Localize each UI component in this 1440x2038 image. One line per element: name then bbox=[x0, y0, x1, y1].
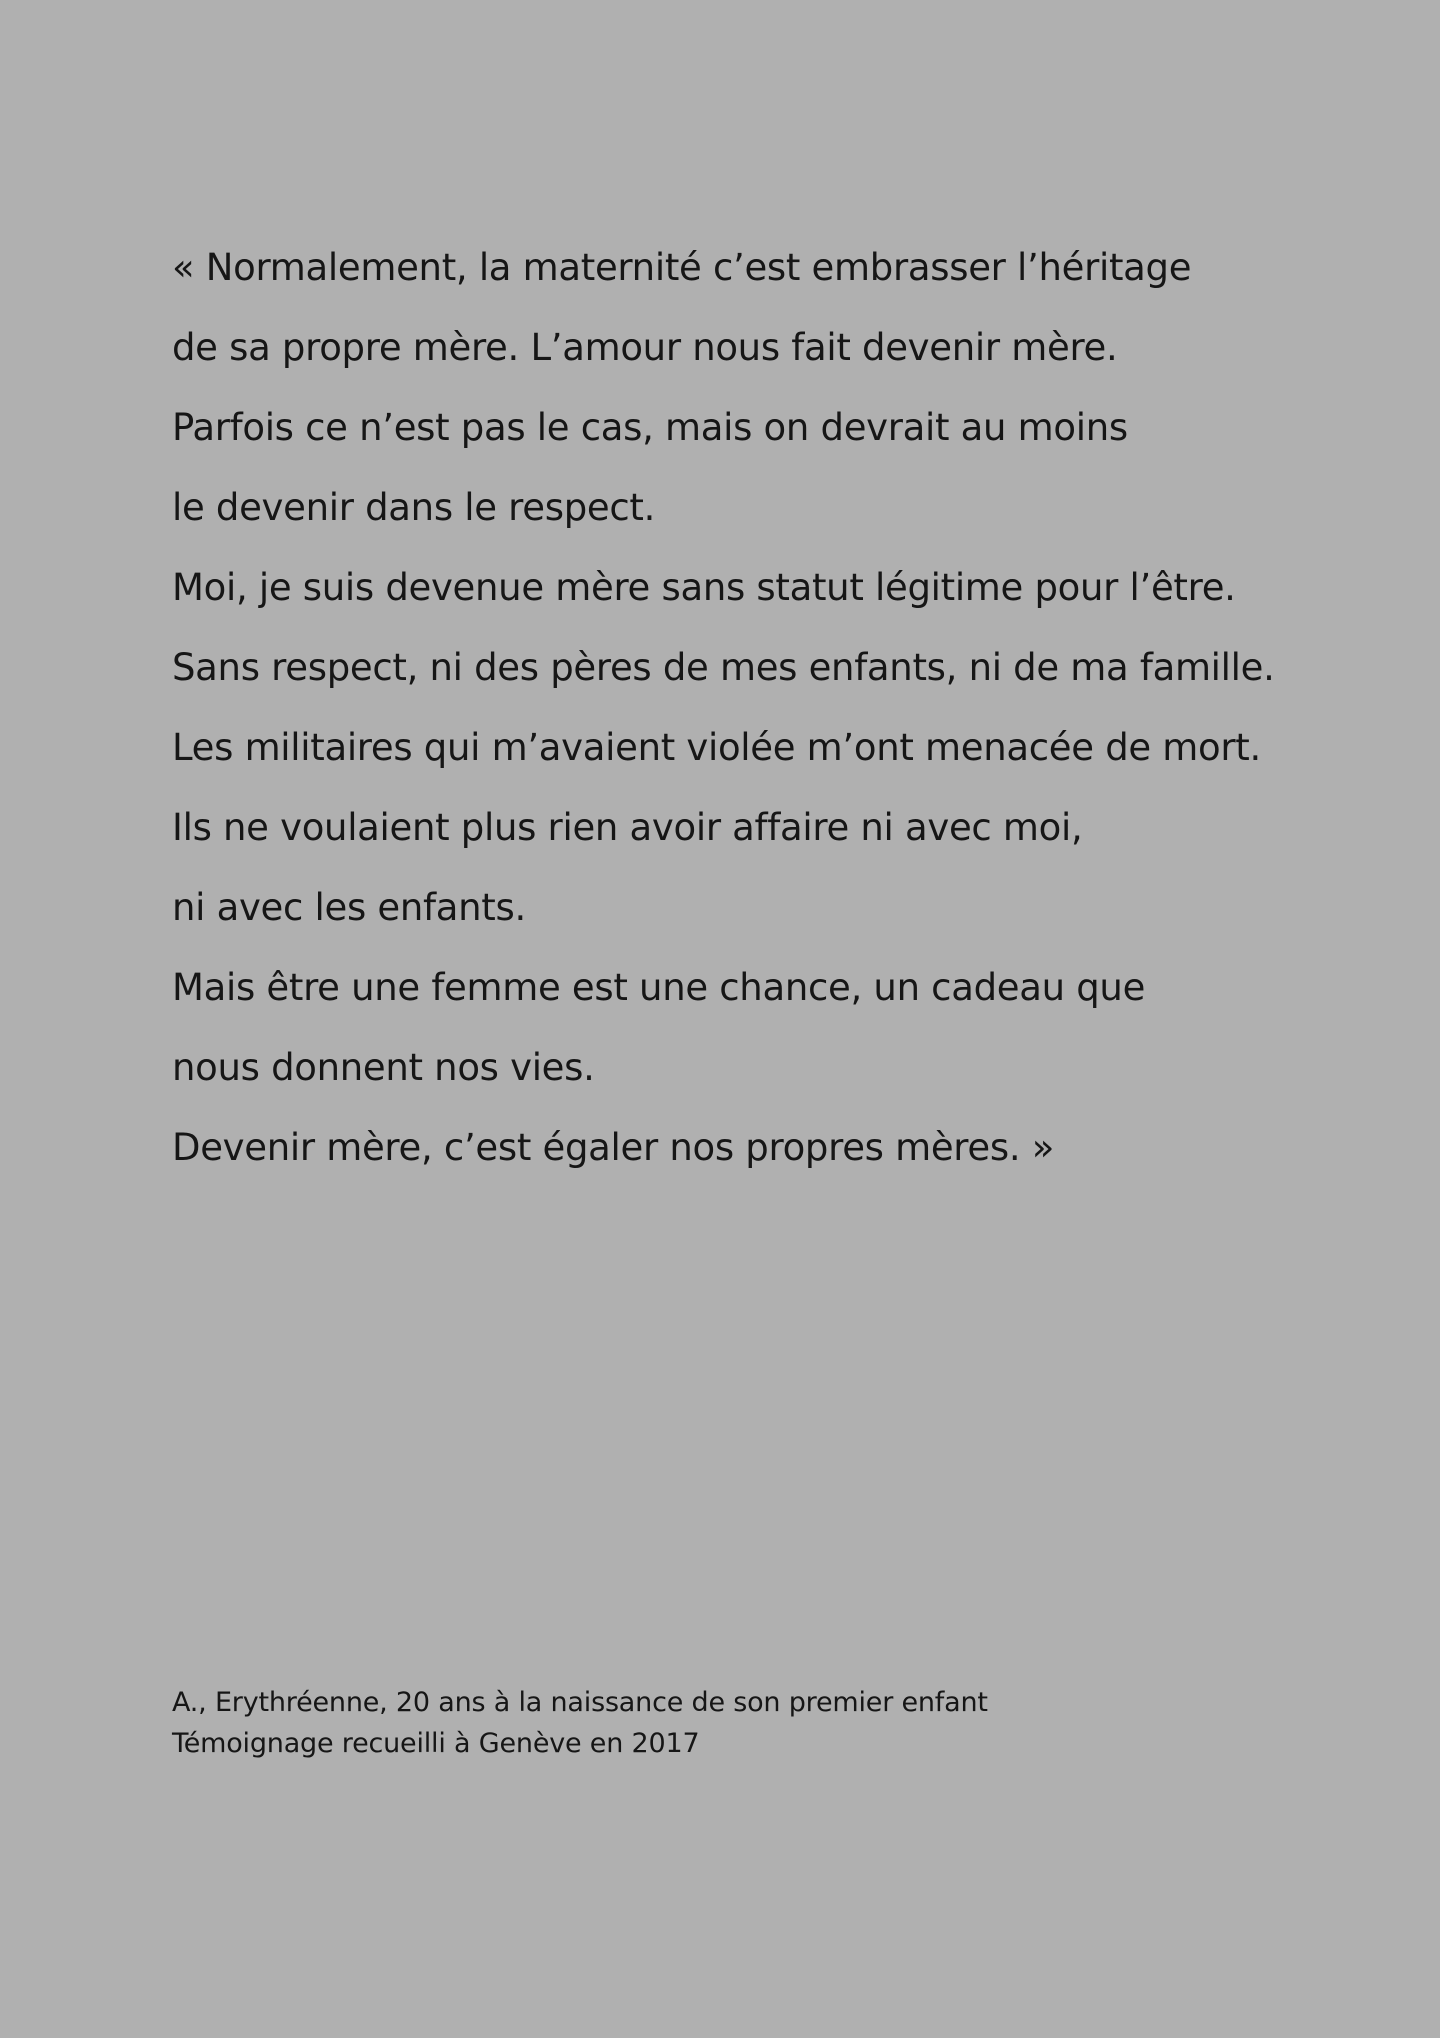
attribution-author: A., Erythréenne, 20 ans à la naissance de son premier enfant bbox=[172, 1687, 988, 1718]
quote-line: Parfois ce n’est pas le cas, mais on devrait au moins bbox=[172, 406, 1128, 449]
attribution-source: Témoignage recueilli à Genève en 2017 bbox=[172, 1728, 700, 1759]
quote-line: nous donnent nos vies. bbox=[172, 1046, 595, 1089]
quote-line: Moi, je suis devenue mère sans statut légitime pour l’être. bbox=[172, 566, 1236, 609]
quote-line: ni avec les enfants. bbox=[172, 886, 526, 929]
quote-line: Devenir mère, c’est égaler nos propres mères. » bbox=[172, 1126, 1055, 1169]
quote-line: Mais être une femme est une chance, un cadeau que bbox=[172, 966, 1146, 1009]
quote-line: « Normalement, la maternité c’est embrasser l’héritage bbox=[172, 246, 1192, 289]
quote-line: Les militaires qui m’avaient violée m’ont menacée de mort. bbox=[172, 726, 1261, 769]
quote-line: de sa propre mère. L’amour nous fait devenir mère. bbox=[172, 326, 1118, 369]
quote-line: le devenir dans le respect. bbox=[172, 486, 656, 529]
quote-line: Sans respect, ni des pères de mes enfants, ni de ma famille. bbox=[172, 646, 1275, 689]
attribution bbox=[172, 1682, 1272, 1764]
quote-line: Ils ne voulaient plus rien avoir affaire ni avec moi, bbox=[172, 806, 1083, 849]
testimony-quote bbox=[172, 240, 1352, 1200]
